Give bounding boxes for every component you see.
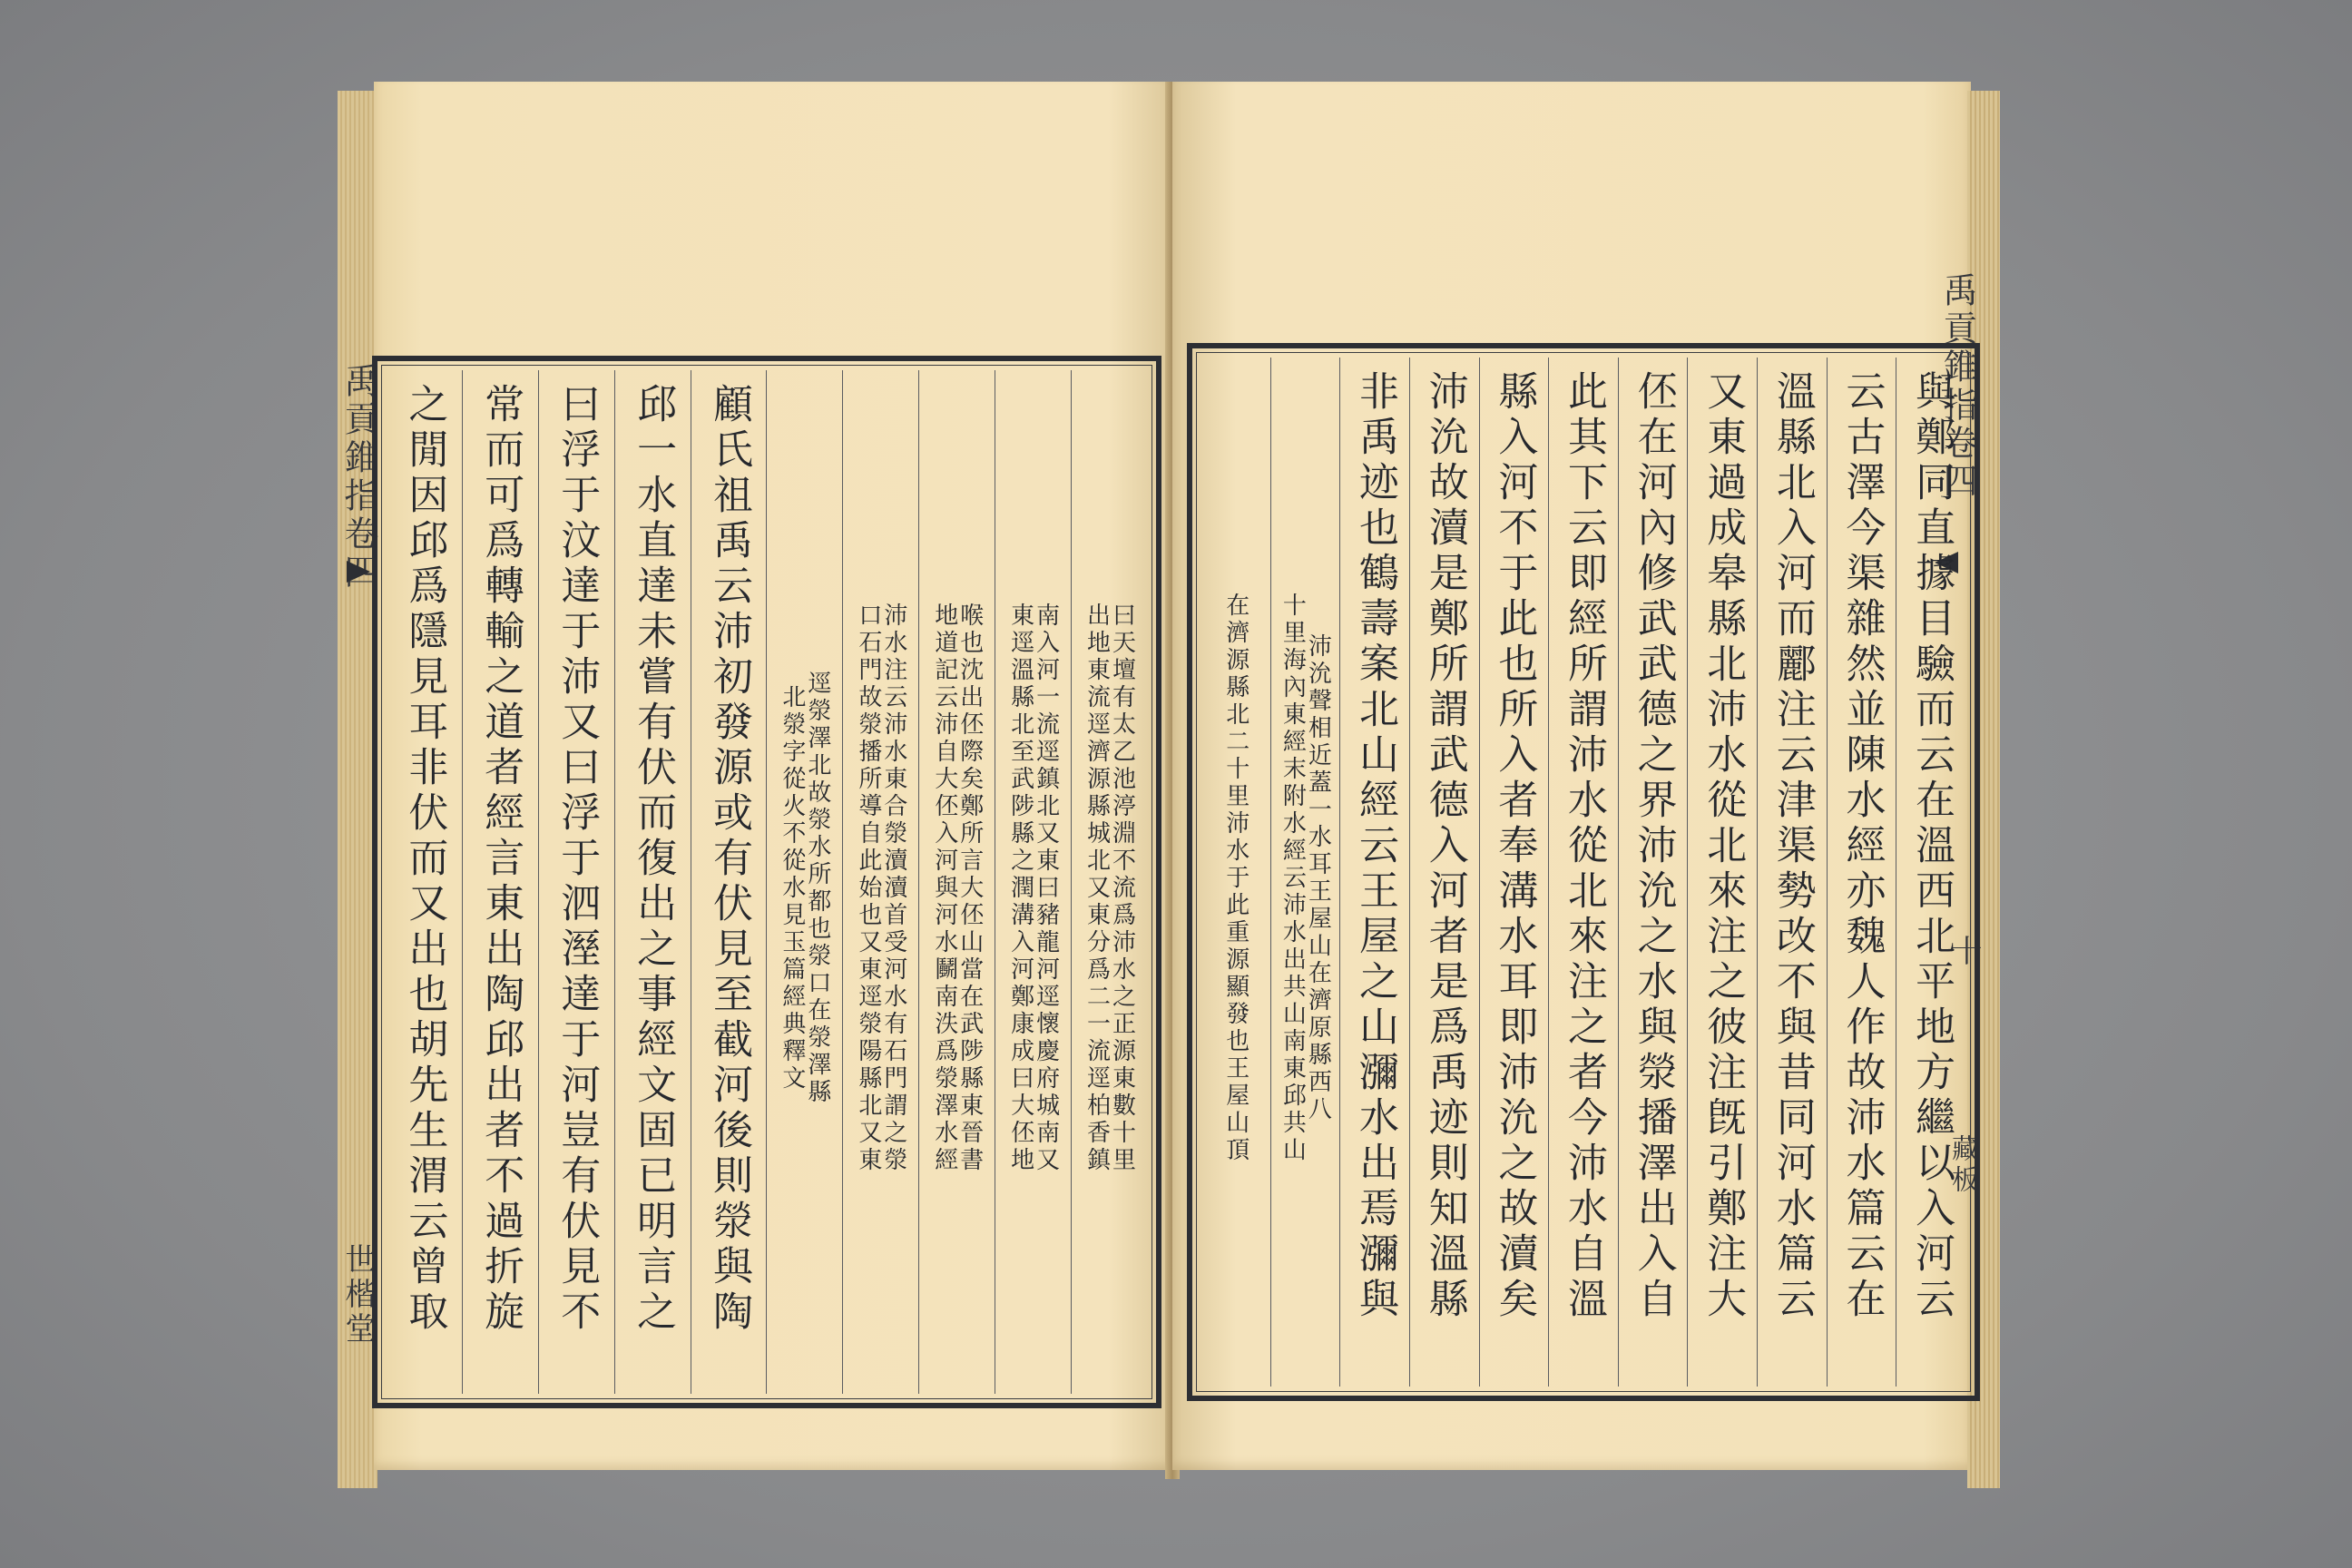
text-column (1270, 358, 1340, 1387)
left-text-frame (372, 356, 1161, 1408)
fish-tail-mark (347, 561, 370, 583)
commentary-text-line: 出地東流逕濟源縣城北又東分爲二一流逕柏香鎮 (1083, 603, 1111, 1174)
text-column (918, 370, 995, 1394)
text-column (1409, 358, 1479, 1387)
main-text-line: 曰浮于汶達于沛又曰浮于泗溼達于河豈有伏見不 (554, 383, 601, 1336)
right-text-frame (1187, 343, 1980, 1401)
text-column (1827, 358, 1896, 1387)
right-margin-title: 禹貢錐指卷四 (1937, 272, 1977, 501)
commentary-text-line: 口石門故滎播所導自此始也又東逕滎陽縣北又東 (854, 603, 882, 1174)
text-column (1896, 358, 1965, 1387)
commentary-text-line: 地道記云沛自大伾入河與河水鬭南泆爲滎澤水經 (930, 603, 958, 1174)
main-text-line: 又東過成皋縣北沛水從北來注之彼注旣引鄭注大 (1700, 370, 1747, 1323)
commentary-text-line: 南入河一流逕鎮北又東曰豬龍河逕懷慶府城南又 (1032, 603, 1060, 1174)
right-margin-page-number: 十 (1945, 935, 1982, 969)
left-margin-imprint: 世楷堂 (339, 1243, 376, 1347)
commentary-text-line: 逕滎澤北故滎水所都也滎口在滎澤縣 (803, 671, 831, 1106)
text-column (1479, 358, 1549, 1387)
text-column (1757, 358, 1827, 1387)
text-column (538, 370, 614, 1394)
left-text-columns (387, 370, 1147, 1394)
main-text-line: 與鄭同直據目驗而云在溫西北平地方繼以入河云 (1908, 370, 1955, 1323)
text-column (1548, 358, 1618, 1387)
text-column (1201, 358, 1270, 1387)
main-text-line: 沛沇故瀆是鄭所謂武德入河者是爲禹迹則知溫縣 (1421, 370, 1468, 1323)
right-text-columns (1201, 358, 1965, 1387)
text-column (462, 370, 538, 1394)
text-column (387, 370, 462, 1394)
main-text-line: 邱一水直達未嘗有伏而復出之事經文固已明言之 (630, 383, 677, 1336)
text-column (1071, 370, 1147, 1394)
main-text-line: 縣入河不于此也所入者奉溝水耳即沛沇之故瀆矣 (1491, 370, 1538, 1323)
commentary-text-line: 十里海內東經末附水經云沛水出共山南東邱共山 (1279, 593, 1307, 1164)
text-column (614, 370, 691, 1394)
main-text-line: 之閒因邱爲隱見耳非伏而又出也胡先生渭云曾取 (401, 383, 448, 1336)
main-text-line: 顧氏祖禹云沛初發源或有伏見至截河後則滎與陶 (706, 383, 753, 1336)
left-margin-title: 禹貢錐指卷四 (338, 363, 378, 592)
commentary-text-line: 喉也沈出伾際矣鄭所言大伾山當在武陟縣東晉書 (956, 603, 984, 1174)
commentary-text-line: 曰天壇有太乙池渟淵不流爲沛水之正源東數十里 (1108, 603, 1136, 1174)
main-text-line: 伾在河內修武武德之界沛沇之水與滎播澤出入自 (1630, 370, 1677, 1323)
main-text-line: 溫縣北入河而酈注云津渠勢改不與昔同河水篇云 (1769, 370, 1816, 1323)
main-text-line: 此其下云即經所謂沛水從北來注之者今沛水自溫 (1560, 370, 1607, 1323)
text-column (1339, 358, 1409, 1387)
main-text-line: 云古澤今渠雜然並陳水經亦魏人作故沛水篇云在 (1838, 370, 1886, 1323)
main-text-line: 非禹迹也鶴壽案北山經云王屋之山瀰水出焉瀰與 (1352, 370, 1399, 1323)
text-column (766, 370, 842, 1394)
commentary-text-line: 沛水注云沛水東合滎瀆瀆首受河水有石門謂之滎 (879, 603, 907, 1174)
text-column (842, 370, 918, 1394)
main-text-line: 常而可爲轉輸之道者經言東出陶邱出者不過折旋 (477, 383, 524, 1336)
commentary-text-line: 北滎字從火不從水見玉篇經典釋文 (778, 684, 806, 1093)
text-column (1687, 358, 1757, 1387)
commentary-text-line: 東逕溫縣北至武陟縣之潤溝入河鄭康成曰大伾地 (1006, 603, 1034, 1174)
text-column (1618, 358, 1688, 1387)
right-margin-imprint: 藏板 (1946, 1134, 1978, 1196)
text-column (995, 370, 1071, 1394)
text-column (691, 370, 767, 1394)
commentary-text-line: 在濟源縣北二十里沛水于此重源顯發也王屋山頂 (1221, 593, 1250, 1164)
commentary-text-line: 沛沇聲相近蓋一水耳王屋山在濟原縣西八 (1304, 633, 1332, 1123)
